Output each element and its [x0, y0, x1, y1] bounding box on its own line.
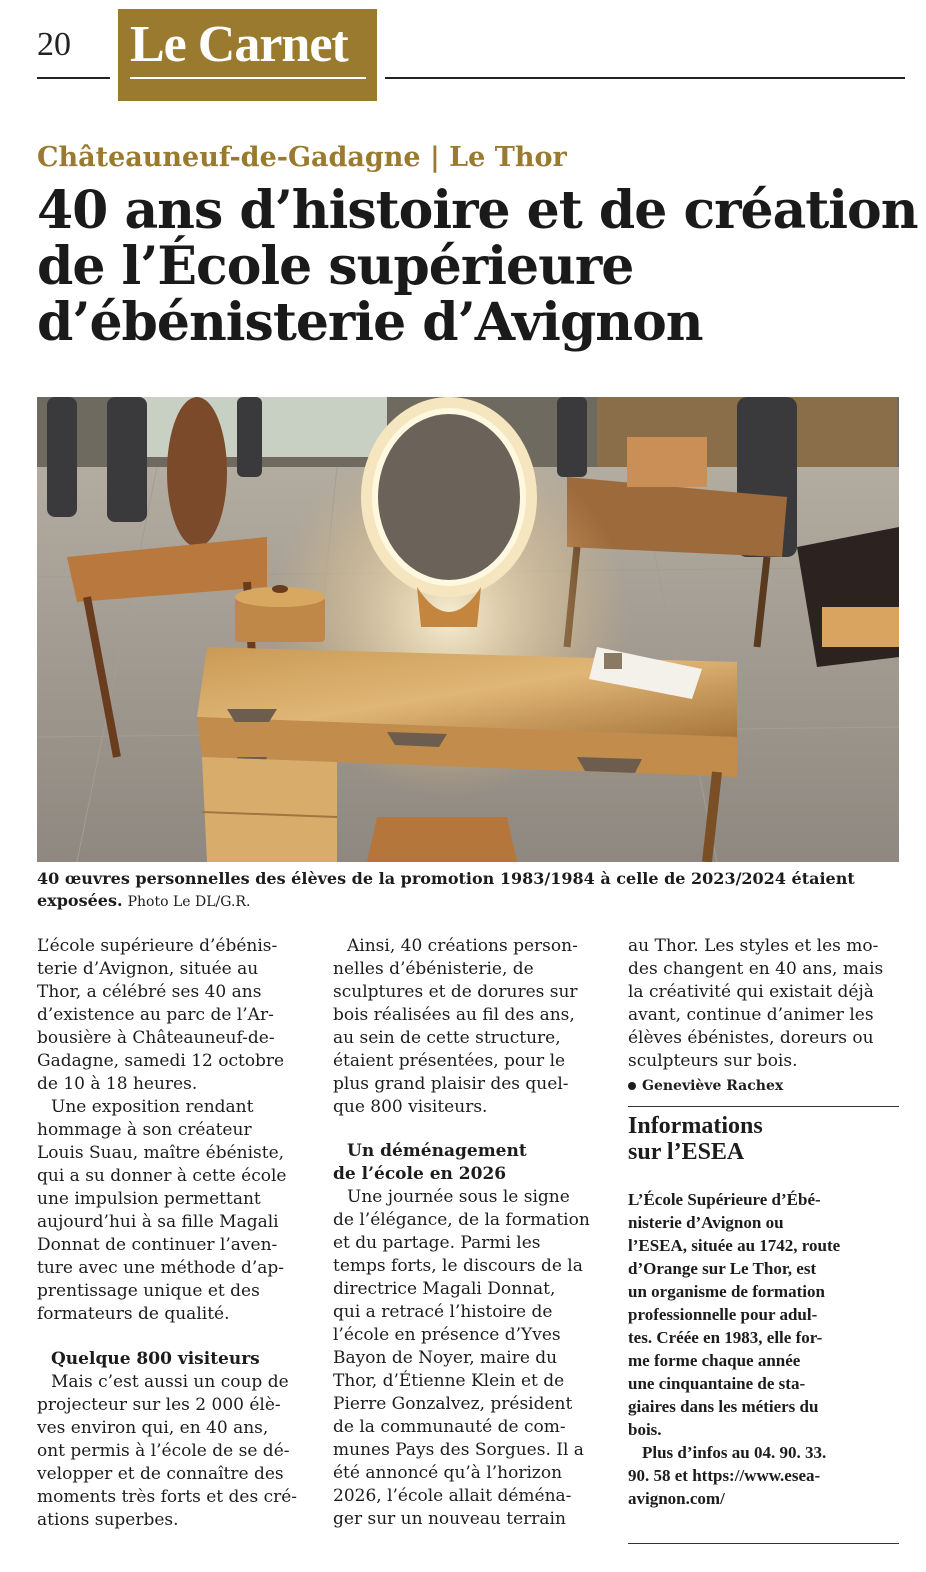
- text-line: qui a su donner à cette école: [37, 1166, 287, 1186]
- article-kicker: Châteauneuf-de-Gadagne | Le Thor: [37, 142, 567, 173]
- text-line: que 800 visiteurs.: [333, 1097, 488, 1117]
- text-line: terie d’Avignon, située au: [37, 959, 259, 979]
- headline-line: d’ébénisterie d’Avignon: [37, 292, 703, 353]
- text-line: un organisme de formation: [628, 1282, 825, 1301]
- text-line: Une journée sous le signe: [347, 1187, 570, 1207]
- text-line: des changent en 40 ans, mais: [628, 959, 884, 979]
- article-photo: [37, 397, 899, 862]
- text-line: d’Orange sur Le Thor, est: [628, 1259, 817, 1278]
- text-line: de la communauté de com-: [333, 1417, 566, 1437]
- photo-credit: Photo Le DL/G.R.: [127, 894, 251, 910]
- text-line: 90. 58 et https://www.esea-: [628, 1466, 821, 1485]
- text-line: Gadagne, samedi 12 octobre: [37, 1051, 285, 1071]
- text-line: étaient présentées, pour le: [333, 1051, 566, 1071]
- header-rule-right: [385, 77, 905, 79]
- paragraph: [333, 935, 608, 1119]
- text-line: Louis Suau, maître ébéniste,: [37, 1143, 285, 1163]
- text-line: l’école en présence d’Yves: [333, 1325, 561, 1345]
- text-line: aujourd’hui à sa fille Magali: [37, 1212, 279, 1232]
- article-column-2: [333, 935, 608, 1531]
- subheading: Un déménagement: [347, 1141, 527, 1161]
- text-line: avignon.com/: [628, 1489, 725, 1508]
- text-line: hommage à son créateur: [37, 1120, 252, 1140]
- text-line: sculptures et de dorures sur: [333, 982, 578, 1002]
- section-underline: [130, 77, 366, 79]
- text-line: Donnat de continuer l’aven-: [37, 1235, 278, 1255]
- article-column-1: [37, 935, 312, 1532]
- text-line: bois.: [628, 1420, 662, 1439]
- text-line: nisterie d’Avignon ou: [628, 1213, 784, 1232]
- text-line: L’école supérieure d’ébénis-: [37, 936, 278, 956]
- text-line: ations superbes.: [37, 1510, 179, 1530]
- paragraph: [628, 935, 903, 1073]
- section-banner: [118, 9, 377, 101]
- text-line: ont permis à l’école de se dé-: [37, 1441, 290, 1461]
- text-line: Pierre Gonzalvez, président: [333, 1394, 573, 1414]
- text-line: élèves ébénistes, doreurs ou: [628, 1028, 874, 1048]
- paragraph: [37, 1371, 312, 1532]
- text-line: l’ESEA, située au 1742, route: [628, 1236, 841, 1255]
- text-line: bousière à Châteauneuf-de-: [37, 1028, 275, 1048]
- subheading: Quelque 800 visiteurs: [51, 1349, 260, 1369]
- text-line: d’existence au parc de l’Ar-: [37, 1005, 274, 1025]
- text-line: L’École Supérieure d’Ébé-: [628, 1190, 821, 1209]
- text-line: et du partage. Parmi les: [333, 1233, 541, 1253]
- text-line: formateurs de qualité.: [37, 1304, 230, 1324]
- headline-line: de l’École supérieure: [37, 236, 634, 297]
- info-box-rule-top: [628, 1106, 899, 1107]
- text-line: Mais c’est aussi un coup de: [51, 1372, 289, 1392]
- paragraph: [37, 935, 312, 1096]
- text-line: qui a retracé l’histoire de: [333, 1302, 553, 1322]
- text-line: prentissage unique et des: [37, 1281, 260, 1301]
- text-line: avant, continue d’animer les: [628, 1005, 874, 1025]
- text-line: été annoncé qu’à l’horizon: [333, 1463, 563, 1483]
- text-line: nelles d’ébénisterie, de: [333, 959, 534, 979]
- text-line: moments très forts et des cré-: [37, 1487, 298, 1507]
- subheading: de l’école en 2026: [333, 1164, 507, 1184]
- info-title-line: Informations: [628, 1113, 763, 1139]
- text-line: tes. Créée en 1983, elle for-: [628, 1328, 823, 1347]
- text-line: velopper et de connaître des: [37, 1464, 284, 1484]
- text-line: directrice Magali Donnat,: [333, 1279, 556, 1299]
- info-box-title: [628, 1113, 763, 1165]
- info-box-body: [628, 1188, 903, 1510]
- text-line: temps forts, le discours de la: [333, 1256, 583, 1276]
- text-line: bois réalisées au fil des ans,: [333, 1005, 575, 1025]
- text-line: Thor, d’Étienne Klein et de: [333, 1371, 565, 1391]
- text-line: munes Pays des Sorgues. Il a: [333, 1440, 584, 1460]
- text-line: plus grand plaisir des quel-: [333, 1074, 569, 1094]
- text-line: au Thor. Les styles et les mo-: [628, 936, 879, 956]
- text-line: ger sur un nouveau terrain: [333, 1509, 566, 1529]
- text-line: me forme chaque année: [628, 1351, 801, 1370]
- caption-text: 40 œuvres personnelles des élèves de la promotion 1983/1984 à celle de 2023/2024 étaient exposées.: [37, 869, 855, 910]
- text-line: sculpteurs sur bois.: [628, 1051, 798, 1071]
- text-line: la créativité qui existait déjà: [628, 982, 874, 1002]
- paragraph: [37, 1096, 312, 1326]
- info-title-line: sur l’ESEA: [628, 1139, 745, 1165]
- text-line: Ainsi, 40 créations person-: [347, 936, 578, 956]
- text-line: giaires dans les métiers du: [628, 1397, 819, 1416]
- headline-line: 40 ans d’histoire et de création: [37, 180, 918, 241]
- photo-caption: [37, 868, 899, 913]
- text-line: professionnelle pour adul-: [628, 1305, 818, 1324]
- info-box-rule-bottom: [628, 1543, 899, 1544]
- text-line: Une exposition rendant: [51, 1097, 254, 1117]
- author-name: Geneviève Rachex: [642, 1078, 784, 1094]
- text-line: une cinquantaine de sta-: [628, 1374, 806, 1393]
- author-byline: [628, 1075, 903, 1098]
- text-line: au sein de cette structure,: [333, 1028, 561, 1048]
- paragraph: [333, 1186, 608, 1531]
- bullet-icon: [628, 1082, 636, 1090]
- text-line: ves environ qui, en 40 ans,: [37, 1418, 269, 1438]
- page-number: 20: [37, 26, 71, 63]
- text-line: de 10 à 18 heures.: [37, 1074, 198, 1094]
- text-line: Bayon de Noyer, maire du: [333, 1348, 558, 1368]
- text-line: Plus d’infos au 04. 90. 33.: [642, 1443, 827, 1462]
- header-rule-left: [37, 77, 110, 79]
- text-line: ture avec une méthode d’ap-: [37, 1258, 285, 1278]
- text-line: de l’élégance, de la formation: [333, 1210, 590, 1230]
- article-headline: [37, 180, 918, 353]
- text-line: projecteur sur les 2 000 élè-: [37, 1395, 281, 1415]
- text-line: Thor, a célébré ses 40 ans: [37, 982, 262, 1002]
- section-title: Le Carnet: [130, 16, 348, 73]
- text-line: 2026, l’école allait déména-: [333, 1486, 572, 1506]
- article-column-3: [628, 935, 903, 1098]
- text-line: une impulsion permettant: [37, 1189, 261, 1209]
